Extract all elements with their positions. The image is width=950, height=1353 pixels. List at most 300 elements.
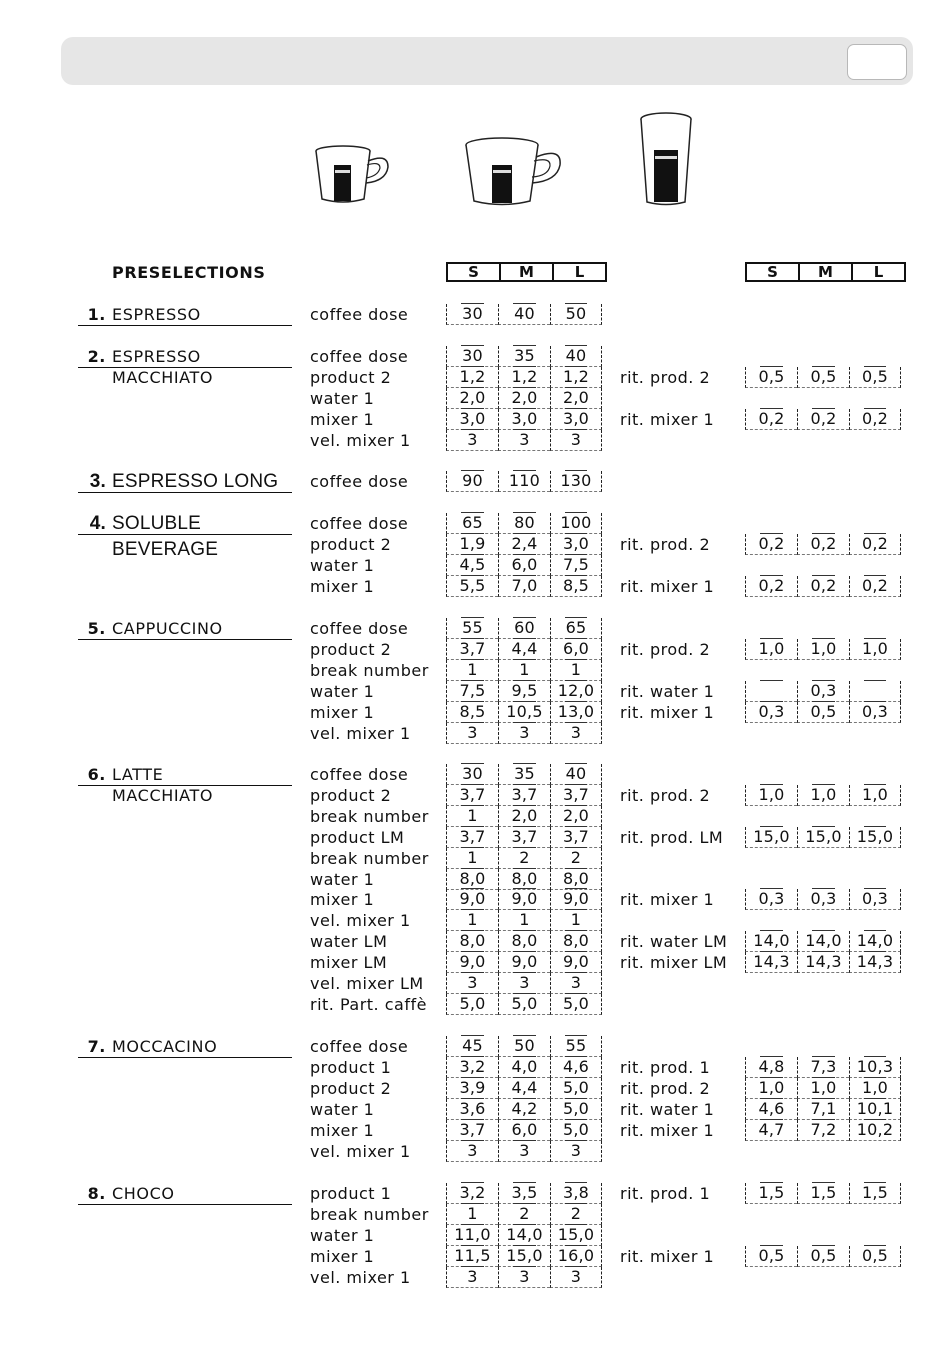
value-cells — [446, 576, 602, 597]
section-name: ESPRESSO — [112, 305, 201, 324]
value-cell: 3 — [550, 1267, 602, 1288]
delay-value-cell: 0,5 — [797, 702, 849, 723]
value-cell: 2,4 — [498, 534, 550, 555]
value-cell: 2 — [550, 848, 602, 869]
delay-value-cells — [745, 1057, 901, 1078]
value-cell: 50 — [498, 1036, 550, 1057]
header-bar — [61, 37, 913, 85]
value-cell: 8,0 — [446, 869, 498, 890]
value-cells — [446, 618, 602, 639]
value-cell: 65 — [446, 513, 498, 534]
parameter-label: product 2 — [310, 1079, 392, 1098]
section-name-line2: MACCHIATO — [112, 786, 214, 805]
value-cell: 5,0 — [550, 1078, 602, 1099]
delay-value-cell: 1,0 — [849, 1078, 901, 1099]
delay-value-cell: 4,8 — [745, 1057, 797, 1078]
value-cell: 4,0 — [498, 1057, 550, 1078]
value-cells — [446, 869, 602, 890]
value-cells — [446, 1141, 602, 1162]
parameter-label: mixer 1 — [310, 577, 375, 596]
delay-value-cell: 15,0 — [797, 827, 849, 848]
value-cell: 3,7 — [498, 785, 550, 806]
delay-value-cell: 10,2 — [849, 1120, 901, 1141]
value-cells — [446, 304, 602, 325]
value-cells — [446, 471, 602, 492]
parameter-label: water 1 — [310, 682, 375, 701]
section-title — [78, 1036, 292, 1058]
value-cell: 3,0 — [446, 409, 498, 430]
value-cells — [446, 409, 602, 430]
parameter-label: mixer 1 — [310, 1247, 375, 1266]
section-number: 5. — [87, 619, 106, 638]
value-cell: 7,0 — [498, 576, 550, 597]
value-cell: 80 — [498, 513, 550, 534]
value-cells — [446, 534, 602, 555]
value-cell: 1 — [498, 660, 550, 681]
value-cell: 3 — [498, 1141, 550, 1162]
parameter-label: vel. mixer 1 — [310, 724, 411, 743]
parameter-label: vel. mixer 1 — [310, 911, 411, 930]
value-cell: 90 — [446, 471, 498, 492]
section-title — [78, 304, 292, 326]
preselections-heading: PRESELECTIONS — [112, 263, 266, 282]
delay-label: rit. mixer 1 — [620, 1121, 715, 1140]
value-cell: 6,0 — [498, 555, 550, 576]
value-cell: 3 — [446, 723, 498, 744]
value-cell: 2,0 — [498, 806, 550, 827]
parameter-label: product 2 — [310, 786, 392, 805]
value-cell: 16,0 — [550, 1246, 602, 1267]
value-cell: 7,5 — [446, 681, 498, 702]
section-name: LATTE — [112, 765, 164, 784]
delay-value-cell: 0,3 — [745, 889, 797, 910]
value-cell: 40 — [550, 764, 602, 785]
delay-value-cells — [745, 931, 901, 952]
section-name: MOCCACINO — [112, 1037, 218, 1056]
value-cell: 9,0 — [550, 952, 602, 973]
value-cell: 4,2 — [498, 1099, 550, 1120]
delay-label: rit. prod. 2 — [620, 786, 711, 805]
value-cell: 50 — [550, 304, 602, 325]
value-cell: 11,5 — [446, 1246, 498, 1267]
value-cell: 3,2 — [446, 1183, 498, 1204]
parameter-label: break number — [310, 849, 429, 868]
value-cell: 9,5 — [498, 681, 550, 702]
value-cell: 3 — [550, 723, 602, 744]
delay-label: rit. mixer 1 — [620, 703, 715, 722]
value-cells — [446, 848, 602, 869]
value-cell: 14,0 — [498, 1225, 550, 1246]
delay-value-cell: 15,0 — [745, 827, 797, 848]
value-cell: 4,4 — [498, 639, 550, 660]
delay-value-cells — [745, 409, 901, 430]
value-cell: 8,5 — [550, 576, 602, 597]
section-title — [78, 764, 292, 786]
value-cells — [446, 764, 602, 785]
delay-value-cell: 0,3 — [849, 889, 901, 910]
delay-label: rit. water 1 — [620, 1100, 715, 1119]
delay-label: rit. water 1 — [620, 682, 715, 701]
value-cell: 3,7 — [446, 1120, 498, 1141]
section-number: 1. — [87, 305, 106, 324]
delay-value-cell: 0,2 — [745, 409, 797, 430]
section-title — [78, 618, 292, 640]
value-cell: 1 — [446, 910, 498, 931]
delay-label: rit. prod. 1 — [620, 1058, 711, 1077]
value-cell: 3,0 — [550, 409, 602, 430]
section-title — [78, 513, 292, 535]
delay-value-cell: 0,2 — [797, 409, 849, 430]
value-cell: 6,0 — [550, 639, 602, 660]
value-cell: 1 — [446, 660, 498, 681]
value-cell: 3 — [446, 1141, 498, 1162]
value-cell: 2,0 — [446, 388, 498, 409]
value-cells — [446, 555, 602, 576]
delay-value-cells — [745, 889, 901, 910]
value-cell: 3 — [446, 430, 498, 451]
section-number: 3. — [89, 471, 106, 492]
value-cell: 30 — [446, 304, 498, 325]
value-cell: 30 — [446, 764, 498, 785]
delay-value-cell: 0,2 — [849, 534, 901, 555]
parameter-label: break number — [310, 807, 429, 826]
value-cell: 6,0 — [498, 1120, 550, 1141]
parameter-label: vel. mixer 1 — [310, 1142, 411, 1161]
value-cell: 3,7 — [550, 785, 602, 806]
value-cell: 5,5 — [446, 576, 498, 597]
delay-label: rit. prod. 1 — [620, 1184, 711, 1203]
value-cell: 40 — [498, 304, 550, 325]
value-cell: 2 — [498, 1204, 550, 1225]
value-cell: 5,0 — [498, 994, 550, 1015]
value-cells — [446, 1036, 602, 1057]
delay-value-cell: 0,5 — [849, 1246, 901, 1267]
section-name: SOLUBLE — [112, 513, 202, 534]
value-cell: 4,4 — [498, 1078, 550, 1099]
value-cell: 13,0 — [550, 702, 602, 723]
value-cell: 2,0 — [550, 806, 602, 827]
delay-value-cell: 0,3 — [797, 889, 849, 910]
value-cell: 3,2 — [446, 1057, 498, 1078]
delay-value-cell: 7,3 — [797, 1057, 849, 1078]
value-cells — [446, 639, 602, 660]
value-cell: 3 — [498, 430, 550, 451]
delay-value-cell: 10,1 — [849, 1099, 901, 1120]
delay-value-cell: 1,0 — [797, 639, 849, 660]
delay-value-cell: 0,2 — [745, 576, 797, 597]
value-cell: 3,7 — [446, 639, 498, 660]
section-name: ESPRESSO LONG — [112, 471, 279, 492]
value-cell: 3 — [446, 1267, 498, 1288]
value-cell: 3,9 — [446, 1078, 498, 1099]
delay-label: rit. mixer 1 — [620, 410, 715, 429]
value-cell: 8,0 — [498, 931, 550, 952]
parameter-label: vel. mixer LM — [310, 974, 424, 993]
delay-value-cell: 0,2 — [797, 576, 849, 597]
delay-value-cell: 7,2 — [797, 1120, 849, 1141]
value-cells — [446, 1120, 602, 1141]
section-name-line2: MACCHIATO — [112, 368, 214, 387]
value-cells — [446, 513, 602, 534]
parameter-label: coffee dose — [310, 305, 409, 324]
parameter-label: water 1 — [310, 1226, 375, 1245]
value-cells — [446, 430, 602, 451]
value-cell: 11,0 — [446, 1225, 498, 1246]
parameter-label: coffee dose — [310, 347, 409, 366]
parameter-label: vel. mixer 1 — [310, 431, 411, 450]
delay-value-cell — [849, 681, 901, 702]
parameter-label: break number — [310, 661, 429, 680]
value-cell: 45 — [446, 1036, 498, 1057]
delay-value-cell: 10,3 — [849, 1057, 901, 1078]
parameter-label: water 1 — [310, 870, 375, 889]
value-cell: 3 — [498, 1267, 550, 1288]
delay-value-cells — [745, 1183, 901, 1204]
delay-value-cell: 4,6 — [745, 1099, 797, 1120]
value-cell: 130 — [550, 471, 602, 492]
section-name: ESPRESSO — [112, 347, 201, 366]
value-cell: 1 — [550, 910, 602, 931]
parameter-label: coffee dose — [310, 514, 409, 533]
delay-label: rit. prod. LM — [620, 828, 724, 847]
delay-value-cell: 14,3 — [745, 952, 797, 973]
delay-value-cells — [745, 952, 901, 973]
value-cells — [446, 1057, 602, 1078]
size-s-label: S — [767, 263, 778, 281]
delay-value-cell: 0,5 — [745, 1246, 797, 1267]
value-cells — [446, 388, 602, 409]
value-cell: 35 — [498, 764, 550, 785]
value-cell: 8,0 — [550, 931, 602, 952]
delay-value-cell: 1,0 — [797, 785, 849, 806]
delay-value-cell: 0,3 — [745, 702, 797, 723]
value-cell: 40 — [550, 346, 602, 367]
value-cell: 3,8 — [550, 1183, 602, 1204]
delay-label: rit. water LM — [620, 932, 728, 951]
section-name-line2: BEVERAGE — [112, 539, 219, 560]
value-cell: 55 — [550, 1036, 602, 1057]
value-cell: 9,0 — [446, 952, 498, 973]
parameter-label: coffee dose — [310, 619, 409, 638]
value-cell: 2,0 — [498, 388, 550, 409]
delay-value-cell: 7,1 — [797, 1099, 849, 1120]
parameter-label: mixer LM — [310, 953, 388, 972]
delay-value-cell: 0,2 — [745, 534, 797, 555]
value-cell: 1 — [446, 1204, 498, 1225]
delay-value-cell: 0,2 — [849, 576, 901, 597]
parameter-label: mixer 1 — [310, 890, 375, 909]
delay-label: rit. prod. 2 — [620, 368, 711, 387]
value-cell: 110 — [498, 471, 550, 492]
value-cell: 3 — [550, 1141, 602, 1162]
size-header-left — [446, 262, 607, 282]
delay-value-cell: 1,5 — [849, 1183, 901, 1204]
parameter-label: vel. mixer 1 — [310, 1268, 411, 1287]
delay-value-cell: 1,0 — [745, 1078, 797, 1099]
parameter-label: product 2 — [310, 368, 392, 387]
value-cell: 9,0 — [446, 889, 498, 910]
value-cells — [446, 952, 602, 973]
value-cell: 5,0 — [550, 1099, 602, 1120]
value-cell: 3 — [498, 973, 550, 994]
value-cells — [446, 910, 602, 931]
value-cells — [446, 931, 602, 952]
size-header-right — [745, 262, 906, 282]
value-cells — [446, 889, 602, 910]
parameter-label: water 1 — [310, 389, 375, 408]
delay-value-cell: 0,2 — [797, 534, 849, 555]
delay-value-cells — [745, 367, 901, 388]
value-cells — [446, 1225, 602, 1246]
value-cell: 10,5 — [498, 702, 550, 723]
delay-value-cell: 0,3 — [797, 681, 849, 702]
delay-label: rit. prod. 2 — [620, 535, 711, 554]
value-cell: 2 — [550, 1204, 602, 1225]
section-number: 8. — [87, 1184, 106, 1203]
value-cell: 3 — [446, 973, 498, 994]
value-cell: 3,7 — [498, 827, 550, 848]
delay-value-cell: 1,5 — [745, 1183, 797, 1204]
parameter-label: product 1 — [310, 1058, 392, 1077]
value-cells — [446, 1246, 602, 1267]
size-s-label: S — [468, 263, 479, 281]
delay-value-cell: 14,3 — [849, 952, 901, 973]
delay-value-cells — [745, 1246, 901, 1267]
value-cell: 2 — [498, 848, 550, 869]
value-cell: 3,0 — [550, 534, 602, 555]
small-cup-icon — [312, 143, 394, 207]
delay-value-cell: 15,0 — [849, 827, 901, 848]
value-cell: 3,5 — [498, 1183, 550, 1204]
parameter-label: product 2 — [310, 535, 392, 554]
section-title — [78, 346, 292, 368]
value-cell: 7,5 — [550, 555, 602, 576]
value-cells — [446, 1204, 602, 1225]
size-m-label: M — [798, 264, 851, 280]
delay-value-cells — [745, 827, 901, 848]
size-l-label: L — [851, 264, 904, 280]
value-cell: 100 — [550, 513, 602, 534]
value-cell: 1,2 — [446, 367, 498, 388]
value-cell: 15,0 — [550, 1225, 602, 1246]
value-cell: 35 — [498, 346, 550, 367]
delay-label: rit. mixer LM — [620, 953, 728, 972]
parameter-label: mixer 1 — [310, 1121, 375, 1140]
parameter-label: product 2 — [310, 640, 392, 659]
value-cells — [446, 1078, 602, 1099]
parameter-label: break number — [310, 1205, 429, 1224]
value-cell: 3 — [498, 723, 550, 744]
value-cell: 30 — [446, 346, 498, 367]
value-cell: 15,0 — [498, 1246, 550, 1267]
medium-cup-icon — [462, 135, 566, 209]
value-cell: 60 — [498, 618, 550, 639]
parameter-label: water 1 — [310, 556, 375, 575]
delay-value-cells — [745, 681, 901, 702]
delay-value-cells — [745, 1120, 901, 1141]
value-cell: 1 — [446, 848, 498, 869]
parameter-label: product LM — [310, 828, 405, 847]
section-number: 4. — [89, 513, 106, 534]
delay-value-cell: 1,0 — [849, 639, 901, 660]
delay-label: rit. mixer 1 — [620, 890, 715, 909]
value-cells — [446, 367, 602, 388]
delay-label: rit. mixer 1 — [620, 1247, 715, 1266]
value-cell: 3,7 — [446, 827, 498, 848]
value-cell: 9,0 — [498, 889, 550, 910]
parameter-label: mixer 1 — [310, 410, 375, 429]
delay-value-cell: 14,0 — [849, 931, 901, 952]
value-cells — [446, 1267, 602, 1288]
section-number: 7. — [87, 1037, 106, 1056]
value-cell: 4,6 — [550, 1057, 602, 1078]
delay-value-cell: 1,0 — [849, 785, 901, 806]
delay-value-cell: 14,0 — [797, 931, 849, 952]
value-cell: 3,6 — [446, 1099, 498, 1120]
value-cells — [446, 660, 602, 681]
parameter-label: coffee dose — [310, 472, 409, 491]
value-cell: 12,0 — [550, 681, 602, 702]
value-cell: 3,7 — [446, 785, 498, 806]
value-cell: 5,0 — [446, 994, 498, 1015]
value-cells — [446, 973, 602, 994]
value-cells — [446, 1183, 602, 1204]
delay-value-cell: 1,0 — [797, 1078, 849, 1099]
value-cell: 2,0 — [550, 388, 602, 409]
value-cell: 8,0 — [498, 869, 550, 890]
size-l-label: L — [552, 264, 605, 280]
parameter-label: mixer 1 — [310, 703, 375, 722]
parameter-label: coffee dose — [310, 765, 409, 784]
value-cell: 3,7 — [550, 827, 602, 848]
value-cell: 3 — [550, 973, 602, 994]
delay-value-cell: 0,5 — [745, 367, 797, 388]
delay-value-cells — [745, 534, 901, 555]
delay-value-cells — [745, 702, 901, 723]
delay-value-cell: 4,7 — [745, 1120, 797, 1141]
value-cell: 8,0 — [446, 931, 498, 952]
delay-value-cells — [745, 576, 901, 597]
value-cell: 9,0 — [550, 889, 602, 910]
value-cells — [446, 827, 602, 848]
delay-value-cell: 0,5 — [797, 1246, 849, 1267]
delay-value-cell: 1,5 — [797, 1183, 849, 1204]
value-cell: 1,9 — [446, 534, 498, 555]
delay-value-cell: 1,0 — [745, 785, 797, 806]
value-cell: 9,0 — [498, 952, 550, 973]
value-cell: 3,0 — [498, 409, 550, 430]
page-number-box — [847, 44, 907, 80]
delay-value-cell: 14,3 — [797, 952, 849, 973]
value-cell: 1,2 — [550, 367, 602, 388]
delay-label: rit. mixer 1 — [620, 577, 715, 596]
value-cell: 1 — [498, 910, 550, 931]
parameter-label: water LM — [310, 932, 388, 951]
delay-value-cell: 0,5 — [797, 367, 849, 388]
delay-value-cells — [745, 639, 901, 660]
delay-value-cell: 0,3 — [849, 702, 901, 723]
value-cell: 4,5 — [446, 555, 498, 576]
value-cells — [446, 702, 602, 723]
section-number: 6. — [87, 765, 106, 784]
value-cell: 5,0 — [550, 1120, 602, 1141]
parameter-label: water 1 — [310, 1100, 375, 1119]
value-cell: 8,0 — [550, 869, 602, 890]
section-title — [78, 1183, 292, 1205]
value-cell: 5,0 — [550, 994, 602, 1015]
value-cells — [446, 681, 602, 702]
delay-value-cell: 0,5 — [849, 367, 901, 388]
